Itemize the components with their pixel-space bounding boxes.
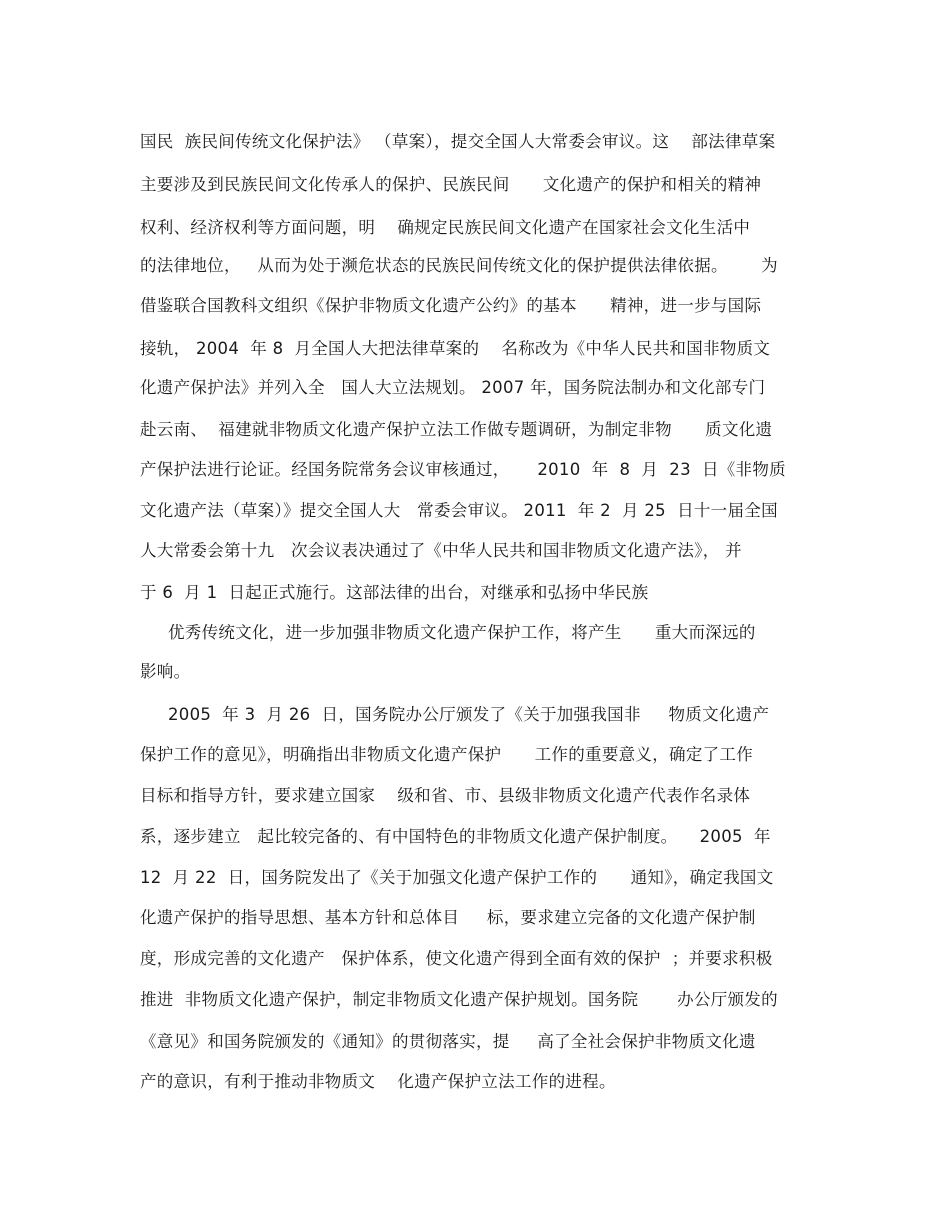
text-line: 文化遗产法（草案）》提交全国人大 常委会审议。 2011 年 2 月 25 日十一届全国 — [140, 501, 778, 520]
text-line: 优秀传统文化，进一步加强非物质文化遗产保护工作，将产生 重大而深远的 — [168, 623, 756, 642]
text-line: 借鉴联合国教科文组织《保护非物质文化遗产公约》的基本 精神，进一步与国际 — [140, 296, 762, 315]
text-line: 化遗产保护法》并列入全 国人大立法规划。 2007 年，国务院法制办和文化部专门 — [140, 378, 766, 397]
text-line: 化遗产保护的指导思想、基本方针和总体目 标，要求建立完备的文化遗产保护制 — [140, 908, 756, 927]
text-line: 12 月 22 日，国务院发出了《关于加强文化遗产保护工作的 通知》，确定我国文 — [140, 868, 774, 887]
text-line: 于 6 月 1 日起正式施行。这部法律的出台，对继承和弘扬中华民族 — [140, 583, 649, 602]
text-line: 系，逐步建立 起比较完备的、有中国特色的非物质文化遗产保护制度。 2005 年 — [140, 827, 771, 846]
text-line: 2005 年 3 月 26 日，国务院办公厅颁发了《关于加强我国非 物质文化遗产 — [168, 705, 770, 724]
text-line: 的法律地位， 从而为处于濒危状态的民族民间传统文化的保护提供法律依据。 为 — [140, 256, 778, 275]
text-line: 接轨， 2004 年 8 月全国人大把法律草案的 名称改为《中华人民共和国非物质文 — [140, 339, 771, 358]
text-line: 权利、经济权利等方面问题，明 确规定民族民间文化遗产在国家社会文化生活中 — [140, 218, 751, 237]
text-line: 目标和指导方针，要求建立国家 级和省、市、县级非物质文化遗产代表作名录体 — [140, 786, 751, 805]
text-line: 国民 族民间传统文化保护法》 （草案），提交全国人大常委会审议。这 部法律草案 — [140, 132, 776, 151]
text-line: 保护工作的意见》，明确指出非物质文化遗产保护 工作的重要意义，确定了工作 — [140, 745, 754, 764]
text-line: 主要涉及到民族民间文化传承人的保护、民族民间 文化遗产的保护和相关的精神 — [140, 175, 762, 194]
text-line: 人大常委会第十九 次会议表决通过了《中华人民共和国非物质文化遗产法》， 并 — [140, 541, 742, 560]
text-line: 度，形成完善的文化遗产 保护体系，使文化遗产得到全面有效的保护 ；并要求积极 — [140, 949, 773, 968]
text-line: 推进 非物质文化遗产保护，制定非物质文化遗产保护规划。国务院 办公厅颁发的 — [140, 990, 778, 1009]
text-line: 赴云南、 福建就非物质文化遗产保护立法工作做专题调研，为制定非物 质文化遗 — [140, 420, 773, 439]
text-line: 影响。 — [140, 662, 191, 681]
text-line: 产的意识，有利于推动非物质文 化遗产保护立法工作的进程。 — [140, 1072, 616, 1091]
text-line: 《意见》和国务院颁发的《通知》的贯彻落实，提 高了全社会保护非物质文化遗 — [140, 1032, 756, 1051]
text-line: 产保护法进行论证。经国务院常务会议审核通过， 2010 年 8 月 23 日《非物质 — [140, 460, 786, 479]
